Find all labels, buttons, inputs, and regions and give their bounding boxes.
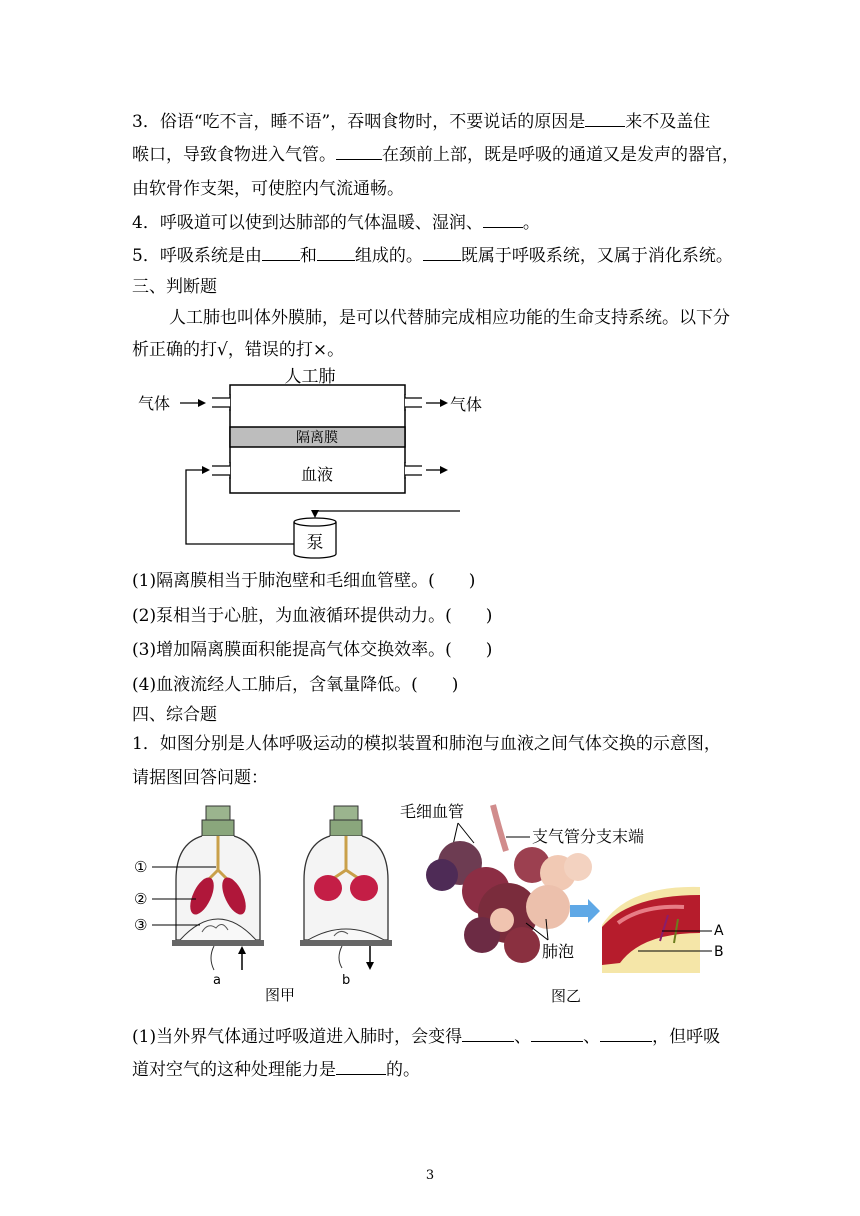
pump-label: 泵 <box>306 533 324 553</box>
fig-jia-b: b <box>342 973 351 988</box>
sub1-sep1: 、 <box>514 1027 532 1047</box>
judge-item-4: (4)血液流经人工肺后，含氧量降低。( ) <box>132 675 459 695</box>
arrow-icon <box>198 399 206 407</box>
answer-blank[interactable] <box>317 244 355 261</box>
figure-jia <box>130 800 400 1010</box>
fig-jia-label3: ③ <box>134 916 148 934</box>
bronchiole-label: 支气管分支末端 <box>532 827 645 846</box>
diagram-title: 人工肺 <box>284 367 336 387</box>
bell-jar-inhale <box>172 806 264 970</box>
answer-blank[interactable] <box>423 244 461 261</box>
section3-intro1: 人工肺也叫体外膜肺，是可以代替肺完成相应功能的生命支持系统。以下分 <box>169 308 730 328</box>
arrow-icon <box>440 466 448 474</box>
answer-blank[interactable] <box>531 1025 583 1042</box>
arrow-right-icon <box>570 899 600 923</box>
answer-blank[interactable] <box>600 1025 652 1042</box>
sub1-text-d: 的。 <box>386 1060 420 1080</box>
q3-text-a: 3．俗语“吃不言，睡不语”，吞咽食物时，不要说话的原因是 <box>132 112 586 132</box>
capillary-label: 毛细血管 <box>400 802 465 821</box>
q5-text-d: 既属于呼吸系统，又属于消化系统。 <box>460 246 733 266</box>
sub1-sep2: 、 <box>583 1027 601 1047</box>
sub1-text-a: (1)当外界气体通过呼吸道进入肺时，会变得 <box>132 1027 463 1047</box>
arrow-icon <box>311 510 319 518</box>
answer-blank[interactable] <box>585 110 625 127</box>
arrow-icon <box>440 399 448 407</box>
blood-label: 血液 <box>300 465 334 484</box>
answer-blank[interactable] <box>483 211 523 228</box>
arrow-down-icon <box>366 962 374 970</box>
answer-blank[interactable] <box>262 244 300 261</box>
q4-text-b: 。 <box>522 213 540 233</box>
artificial-lung-diagram <box>132 362 483 562</box>
fig-jia-caption: 图甲 <box>264 986 296 1004</box>
alveolus-label: 肺泡 <box>542 942 575 961</box>
q4-text-a: 4．呼吸道可以使到达肺部的气体温暖、湿润、 <box>132 213 483 233</box>
sub1-text-c: 道对空气的这种处理能力是 <box>132 1060 336 1080</box>
q3-text-b: 来不及盖住 <box>625 112 711 132</box>
fig-jia-label1: ① <box>134 858 148 876</box>
bell-jar-exhale <box>300 806 392 970</box>
section4-heading: 四、综合题 <box>132 705 217 725</box>
sub1-line2 <box>132 1058 420 1082</box>
section3-heading: 三、判断题 <box>132 277 217 297</box>
label-A: A <box>714 923 724 939</box>
judge-item-3: (3)增加隔离膜面积能提高气体交换效率。( ) <box>132 640 493 660</box>
q5-text-a: 5．呼吸系统是由 <box>132 246 262 266</box>
q3-text-c: 喉口，导致食物进入气管。 <box>132 145 336 165</box>
label-B: B <box>714 944 724 960</box>
gas-in-label: 气体 <box>138 394 171 413</box>
judge-item-1: (1)隔离膜相当于肺泡壁和毛细血管壁。( ) <box>132 571 476 591</box>
sub1-text-b: ，但呼吸 <box>652 1027 721 1047</box>
q5-line <box>132 244 733 268</box>
section3-intro2: 析正确的打√，错误的打×。 <box>132 340 345 360</box>
q3-line3 <box>132 177 404 201</box>
q5-text-c: 组成的。 <box>354 246 423 266</box>
answer-blank[interactable] <box>336 143 382 160</box>
section4-q1-line2: 请据图回答问题： <box>132 768 268 788</box>
fig-yi-caption: 图乙 <box>550 987 582 1005</box>
q5-text-b: 和 <box>299 246 317 266</box>
capillary-section-icon <box>602 887 700 973</box>
q3-text-e: 由软骨作支架，可使腔内气流通畅。 <box>132 179 404 199</box>
fig-jia-label2: ② <box>134 890 148 908</box>
gas-out-label: 气体 <box>450 395 483 414</box>
answer-blank[interactable] <box>462 1025 514 1042</box>
arrow-icon <box>202 466 210 474</box>
figure-yi <box>398 795 733 1010</box>
section4-q1-line1: 1．如图分别是人体呼吸运动的模拟装置和肺泡与血液之间气体交换的示意图， <box>132 734 721 754</box>
arrow-up-icon <box>238 946 246 954</box>
q3-line2 <box>132 143 739 167</box>
q3-text-d: 在颈前上部，既是呼吸的通道又是发声的器官， <box>382 145 739 165</box>
sub1-line1 <box>132 1025 720 1049</box>
page-number: 3 <box>425 1168 435 1183</box>
q4-line <box>132 211 540 235</box>
judge-item-2: (2)泵相当于心脏，为血液循环提供动力。( ) <box>132 606 493 626</box>
membrane-label: 隔离膜 <box>296 430 338 446</box>
q3-line1 <box>132 110 710 134</box>
fig-jia-a: a <box>213 973 221 988</box>
answer-blank[interactable] <box>336 1058 386 1075</box>
